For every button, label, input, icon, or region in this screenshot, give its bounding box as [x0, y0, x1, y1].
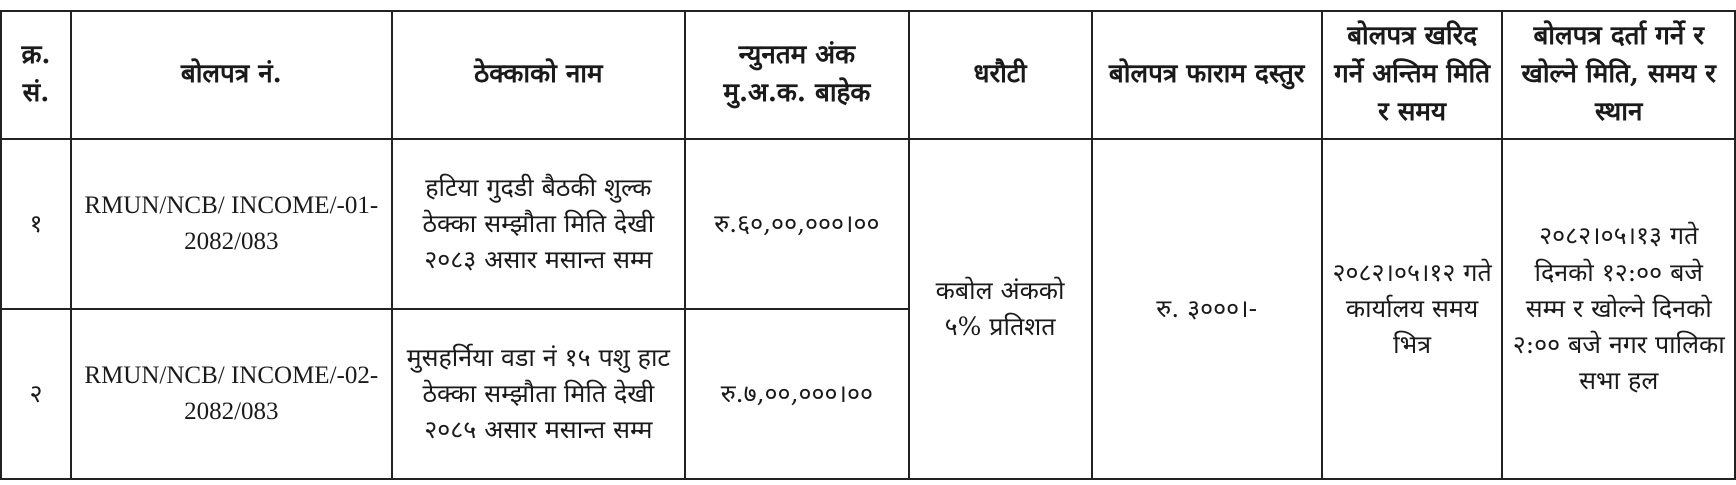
header-row [1, 11, 1735, 139]
header-tender-no: बोलपत्र नं. [71, 11, 392, 139]
purchase-deadline-cell: २०८२।०५।१२ गते कार्यालय समय भित्र [1322, 139, 1503, 479]
submission-opening-cell: २०८२।०५।१३ गते दिनको १२:०० बजे सम्म र खोल्ने दिनको २:०० बजे नगर पालिका सभा हल [1502, 139, 1735, 479]
row-tender-no: RMUN/NCB/ INCOME/-02-2082/083 [71, 309, 392, 479]
header-purchase-deadline: बोलपत्र खरिद गर्ने अन्तिम मिति र समय [1322, 11, 1503, 139]
deposit-cell: कबोल अंकको ५% प्रतिशत [909, 139, 1092, 479]
header-serial: क्र. सं. [1, 11, 71, 139]
tender-notice-table [0, 10, 1736, 480]
header-submission-opening: बोलपत्र दर्ता गर्ने र खोल्ने मिति, समय र स्थान [1502, 11, 1735, 139]
row-contract-name: हटिया गुदडी बैठकी शुल्क ठेक्का सम्झौता मिति देखी २०८३ असार मसान्त सम्म [392, 139, 686, 309]
row-min-amount: रु.७,००,०००।०० [685, 309, 909, 479]
header-contract-name: ठेक्काको नाम [392, 11, 686, 139]
row-serial: १ [1, 139, 71, 309]
header-deposit: धरौटी [909, 11, 1092, 139]
row-tender-no: RMUN/NCB/ INCOME/-01-2082/083 [71, 139, 392, 309]
row-serial: २ [1, 309, 71, 479]
form-fee-cell: रु. ३०००।- [1092, 139, 1322, 479]
header-min-amount: न्युनतम अंक मु.अ.क. बाहेक [685, 11, 909, 139]
row-min-amount: रु.६०,००,०००।०० [685, 139, 909, 309]
table-row [1, 139, 1735, 309]
header-form-fee: बोलपत्र फाराम दस्तुर [1092, 11, 1322, 139]
row-contract-name: मुसहर्निया वडा नं १५ पशु हाट ठेक्का सम्झौता मिति देखी २०८५ असार मसान्त सम्म [392, 309, 686, 479]
